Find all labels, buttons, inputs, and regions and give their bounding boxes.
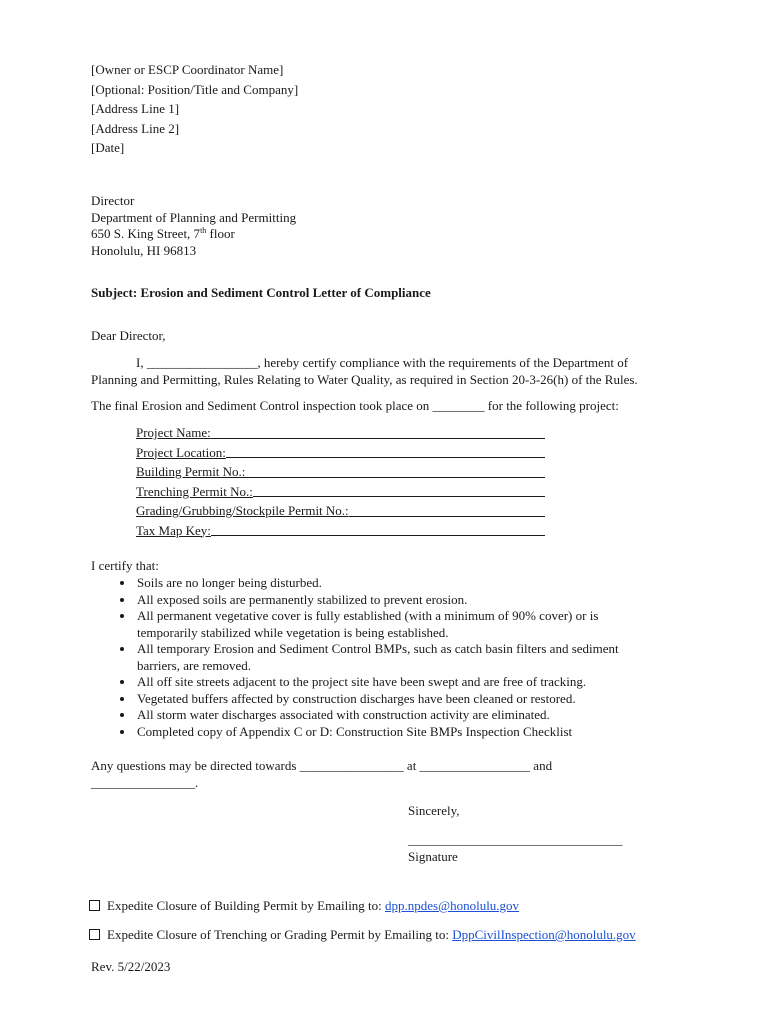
- sender-address-line-1: [Address Line 1]: [91, 101, 180, 116]
- grading-permit-field: Grading/Grubbing/Stockpile Permit No.:: [136, 500, 545, 520]
- certify-list: [91, 575, 677, 740]
- sender-position: [Optional: Position/Title and Company]: [91, 81, 299, 97]
- project-name-field: Project Name:: [136, 422, 545, 442]
- closing: Sincerely,: [408, 803, 460, 818]
- expedite-building-checkbox[interactable]: [89, 900, 100, 911]
- trenching-permit-field: Trenching Permit No.:: [136, 481, 545, 501]
- expedite-trenching-text: Expedite Closure of Trenching or Grading Permit by Emailing to:: [107, 927, 453, 942]
- questions-line-2: ________________.: [91, 774, 199, 790]
- salutation: Dear Director,: [91, 328, 166, 343]
- trenching-email-link[interactable]: DppCivilInspection@honolulu.gov: [452, 927, 636, 942]
- tax-map-key-field: Tax Map Key:: [136, 520, 545, 540]
- revision-date: Rev. 5/22/2023: [91, 959, 171, 974]
- certify-intro: I certify that:: [91, 558, 159, 573]
- paragraph-line-1: I, _________________, hereby certify compliance with the requirements of the Department of: [136, 355, 629, 370]
- project-location-field: Project Location:: [136, 442, 545, 462]
- expedite-building-text: Expedite Closure of Building Permit by Emailing to:: [107, 898, 386, 913]
- expedite-trenching-checkbox[interactable]: [89, 929, 100, 940]
- sender-address-line-2: [Address Line 2]: [91, 120, 180, 136]
- list-item: All off site streets adjacent to the project site have been swept and are free of tracking.: [91, 674, 677, 691]
- questions-paragraph: [91, 758, 552, 791]
- sender-name: [Owner or ESCP Coordinator Name]: [91, 62, 284, 77]
- paragraph-line-2: Planning and Permitting, Rules Relating to Water Quality, as required in Section 20-3-26(h) of the Rules.: [91, 371, 638, 387]
- recipient-title: Director: [91, 193, 135, 208]
- questions-line-1: Any questions may be directed towards ________________ at _________________ and: [91, 758, 553, 773]
- inspection-paragraph: The final Erosion and Sediment Control inspection took place on ________ for the following project:: [91, 398, 619, 413]
- sender-block: [91, 60, 298, 158]
- expedite-trenching-option: [89, 927, 636, 944]
- building-permit-field: Building Permit No.:: [136, 461, 545, 481]
- list-item: All temporary Erosion and Sediment Control BMPs, such as catch basin filters and sediment barriers, are removed.: [91, 641, 677, 674]
- building-email-link[interactable]: dpp.npdes@honolulu.gov: [385, 898, 520, 913]
- list-item: Completed copy of Appendix C or D: Construction Site BMPs Inspection Checklist: [91, 724, 677, 741]
- expedite-building-option: [89, 898, 519, 915]
- recipient-city: Honolulu, HI 96813: [91, 242, 197, 258]
- project-fields: [136, 422, 545, 539]
- list-item: All storm water discharges associated with construction activity are eliminated.: [91, 707, 677, 724]
- signature-label: Signature: [408, 849, 458, 864]
- recipient-street: 650 S. King Street, 7th floor: [91, 226, 235, 241]
- certification-paragraph: [91, 355, 638, 388]
- recipient-department: Department of Planning and Permitting: [91, 209, 297, 225]
- list-item: All exposed soils are permanently stabilized to prevent erosion.: [91, 592, 677, 609]
- recipient-block: [91, 193, 296, 259]
- sender-date: [Date]: [91, 140, 125, 155]
- subject-line: Subject: Erosion and Sediment Control Letter of Compliance: [91, 285, 431, 300]
- list-item: Soils are no longer being disturbed.: [91, 575, 677, 592]
- signature-line: _________________________________: [408, 832, 623, 847]
- list-item: Vegetated buffers affected by construction discharges have been cleaned or restored.: [91, 691, 677, 708]
- list-item: All permanent vegetative cover is fully established (with a minimum of 90% cover) or is temporarily stabilized while vegetation is being established.: [91, 608, 677, 641]
